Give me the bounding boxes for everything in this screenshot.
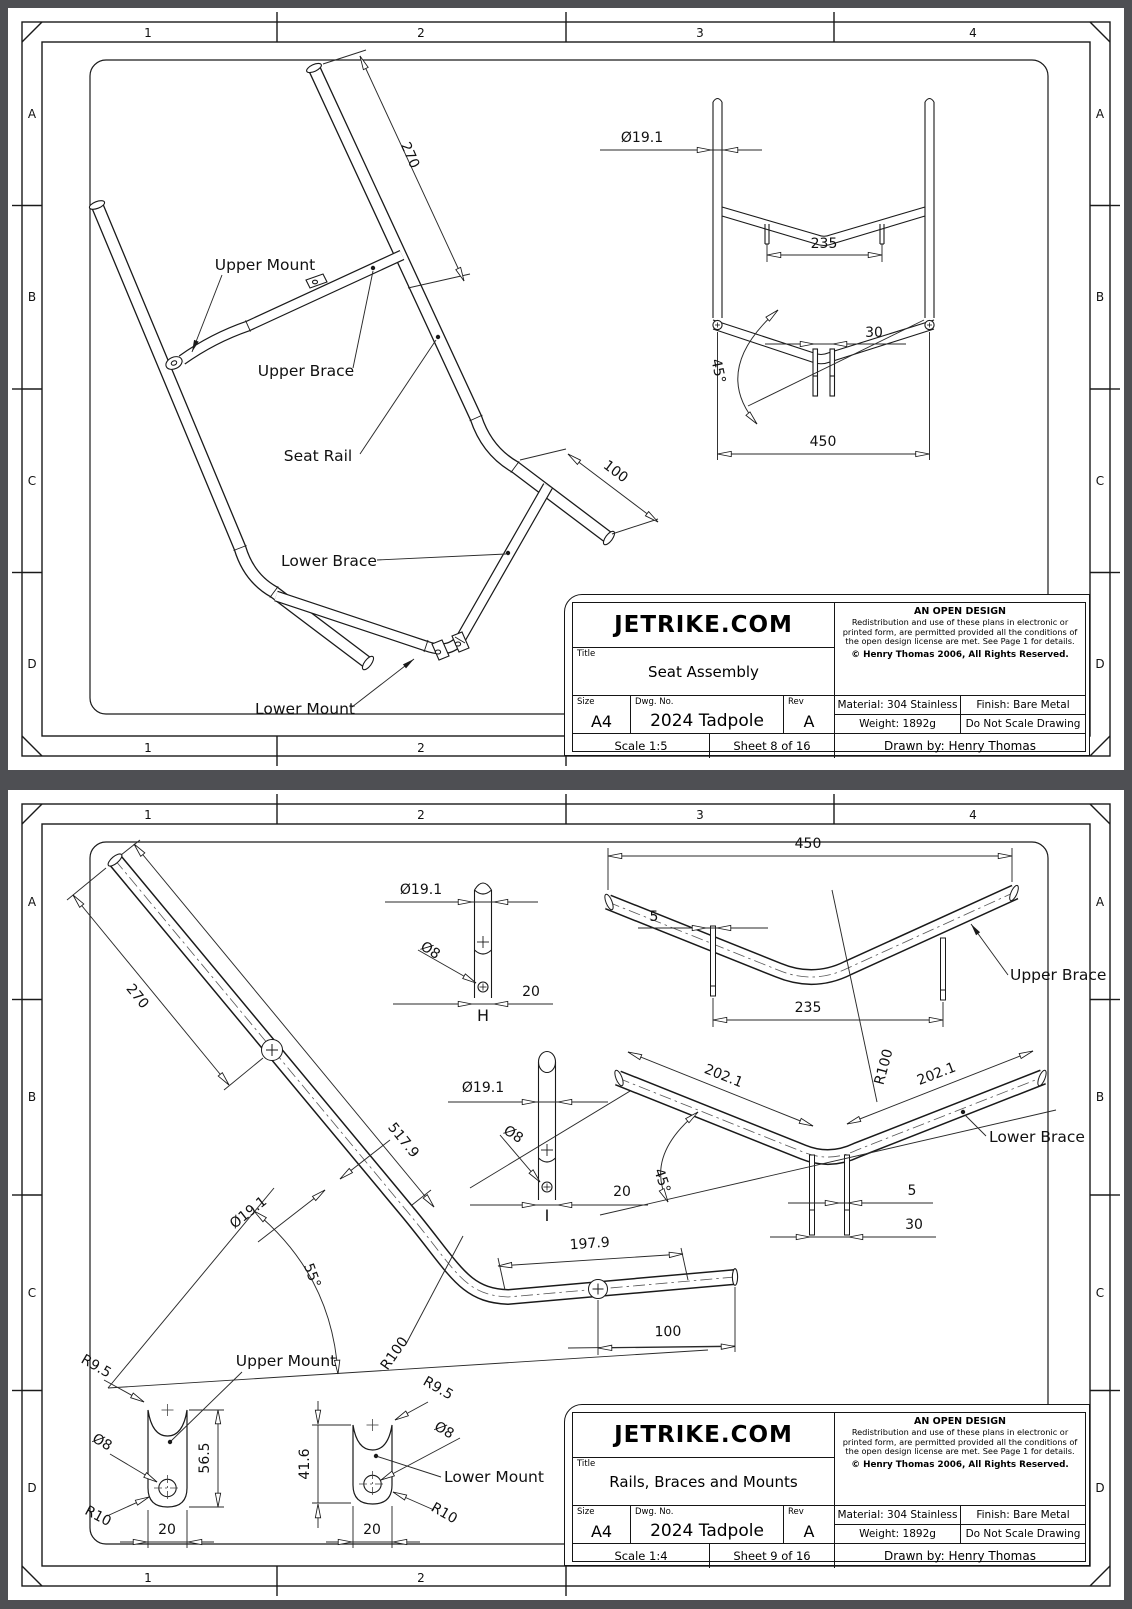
zone-col-3: 3 (696, 808, 704, 822)
label-upper-mount: Upper Mount (214, 256, 316, 274)
open-design-notice (835, 1413, 1085, 1505)
dim-100: 100 (599, 457, 631, 487)
dim-30: 30 (905, 1217, 923, 1233)
open-design-notice (835, 603, 1085, 695)
open-design-text: Redistribution and use of these plans in electronic or printed form, are permitted provided all the conditions of the open design license are met. See Page 1 for details. (842, 617, 1078, 647)
title-label: Title (577, 649, 596, 659)
zone-col-1b: 1 (144, 741, 152, 755)
dim-dia-8-i: Ø8 (500, 1122, 526, 1147)
weight-cell: Weight: 1892g (835, 1525, 961, 1543)
dim-30: 30 (865, 325, 883, 341)
open-design-header: AN OPEN DESIGN (914, 1416, 1006, 1427)
label-lower-brace: Lower Brace (281, 552, 377, 570)
zone-col-1b: 1 (144, 1571, 152, 1585)
label-upper-mount: Upper Mount (235, 1352, 337, 1370)
drawing-title-cell (573, 1458, 834, 1505)
upper-brace-detail-view (603, 836, 1106, 1102)
size-label: Size (577, 697, 595, 707)
detail-h-view (385, 882, 553, 1025)
dim-r100-brace: R100 (871, 1047, 897, 1087)
zone-col-2: 2 (417, 26, 425, 40)
size-cell (573, 696, 631, 733)
label-lower-brace: Lower Brace (989, 1128, 1085, 1146)
sheet-number-cell: Sheet 8 of 16 (710, 734, 835, 758)
scale-cell: Scale 1:5 (573, 734, 710, 758)
dim-20-upper-mount: 20 (158, 1522, 176, 1538)
dim-450: 450 (809, 434, 837, 450)
rev-label: Rev (788, 697, 804, 707)
dim-45deg: 45° (650, 1166, 674, 1196)
dim-dia-19-1-i: Ø19.1 (461, 1080, 505, 1096)
dim-20-lower-mount: 20 (363, 1522, 381, 1538)
dim-55deg: 55° (299, 1261, 324, 1291)
lower-mount-detail-view (297, 1374, 544, 1548)
material-finish-cells (835, 1506, 1085, 1543)
dim-dia-8-lower: Ø8 (431, 1418, 457, 1443)
dim-20-h: 20 (522, 984, 540, 1000)
zone-col-2b: 2 (417, 741, 425, 755)
dwg-no-cell (631, 696, 784, 733)
finish-cell: Finish: Bare Metal (976, 699, 1070, 711)
zone-row-d: D (27, 1481, 37, 1495)
copyright-line: © Henry Thomas 2006, All Rights Reserved. (851, 650, 1069, 661)
rev-cell (784, 1506, 835, 1543)
dim-202-1-left: 202.1 (701, 1061, 746, 1092)
dim-5-upper: 5 (649, 909, 659, 925)
dim-r9-5-lower: R9.5 (420, 1373, 456, 1404)
dim-5-lower: 5 (907, 1183, 917, 1199)
zone-col-2: 2 (417, 808, 425, 822)
label-seat-rail: Seat Rail (283, 447, 353, 465)
dwg-no-value: 2024 Tadpole (650, 711, 764, 731)
material-finish-cells (835, 696, 1085, 733)
zone-row-b: B (27, 1090, 37, 1104)
drawing-title: Rails, Braces and Mounts (609, 1472, 798, 1491)
sheet-number-cell: Sheet 9 of 16 (710, 1544, 835, 1568)
zone-row-a: A (27, 895, 37, 909)
material-cell: Material: 304 Stainless (835, 1506, 961, 1524)
size-cell (573, 1506, 631, 1543)
rev-label: Rev (788, 1507, 804, 1517)
dim-20-i: 20 (613, 1184, 631, 1200)
front-seat-assembly-view (600, 99, 934, 461)
finish-cell: Finish: Bare Metal (976, 1509, 1070, 1521)
label-lower-mount: Lower Mount (255, 700, 355, 718)
front-dimension-lines (600, 150, 930, 460)
weight-cell: Weight: 1892g (835, 715, 961, 733)
copyright-line: © Henry Thomas 2006, All Rights Reserved. (851, 1460, 1069, 1471)
noscale-cell: Do Not Scale Drawing (965, 1528, 1081, 1540)
dim-41-6: 41.6 (297, 1448, 313, 1480)
title-label: Title (577, 1459, 596, 1469)
zone-row-c2: C (1095, 474, 1105, 488)
detail-h-letter: H (476, 1006, 490, 1025)
dim-270: 270 (122, 981, 152, 1012)
label-upper-brace: Upper Brace (1010, 966, 1107, 984)
zone-row-c2: C (1095, 1286, 1105, 1300)
dim-100: 100 (654, 1323, 682, 1341)
zone-row-d2: D (1095, 657, 1105, 671)
drawing-title-cell (573, 648, 834, 695)
open-design-header: AN OPEN DESIGN (914, 606, 1006, 617)
detail-i-letter: I (544, 1206, 550, 1225)
zone-row-b: B (27, 290, 37, 304)
dim-56-5: 56.5 (197, 1442, 213, 1474)
company-name: JETRIKE.COM (573, 603, 834, 648)
label-upper-brace: Upper Brace (257, 362, 355, 380)
dim-517-9: 517.9 (384, 1119, 422, 1162)
drawn-by-cell: Drawn by: Henry Thomas (884, 739, 1036, 753)
dim-202-1-right: 202.1 (914, 1059, 959, 1089)
title-block (564, 594, 1090, 756)
dim-dia-8-upper: Ø8 (89, 1430, 115, 1455)
rev-value: A (803, 712, 815, 731)
zone-row-d: D (27, 657, 37, 671)
size-value: A4 (590, 1522, 613, 1541)
company-name: JETRIKE.COM (573, 1413, 834, 1458)
noscale-cell: Do Not Scale Drawing (965, 718, 1081, 730)
zone-col-3: 3 (696, 26, 704, 40)
dim-dia-8-h: Ø8 (417, 938, 443, 963)
dim-235: 235 (794, 1000, 822, 1016)
scale-cell: Scale 1:4 (573, 1544, 710, 1568)
zone-col-4: 4 (969, 26, 977, 40)
zone-row-b2: B (1095, 290, 1105, 304)
title-block (564, 1404, 1090, 1566)
dwg-no-value: 2024 Tadpole (650, 1521, 764, 1541)
drawn-by-cell: Drawn by: Henry Thomas (884, 1549, 1036, 1563)
open-design-text: Redistribution and use of these plans in electronic or printed form, are permitted provided all the conditions of the open design license are met. See Page 1 for details. (842, 1427, 1078, 1457)
dim-197-9: 197.9 (569, 1234, 611, 1254)
rev-value: A (803, 1522, 815, 1541)
dim-r10-upper: R10 (81, 1502, 114, 1530)
material-cell: Material: 304 Stainless (835, 696, 961, 714)
dim-450: 450 (794, 836, 822, 852)
drawing-sheet-seat-assembly (8, 8, 1124, 770)
zone-row-c: C (27, 1286, 37, 1300)
drawing-sheet-rails-braces-mounts (8, 790, 1124, 1600)
zone-row-d2: D (1095, 1481, 1105, 1495)
size-value: A4 (590, 712, 613, 731)
dim-45deg: 45° (707, 357, 729, 385)
rev-cell (784, 696, 835, 733)
dim-r9-5-upper: R9.5 (78, 1351, 114, 1382)
zone-col-4: 4 (969, 808, 977, 822)
zone-row-a2: A (1095, 107, 1105, 121)
zone-col-2b: 2 (417, 1571, 425, 1585)
dim-dia-19-1: Ø19.1 (226, 1193, 271, 1233)
size-label: Size (577, 1507, 595, 1517)
zone-row-c: C (27, 474, 37, 488)
dim-r100-rail: R100 (377, 1334, 412, 1374)
dim-dia-19-1-h: Ø19.1 (399, 882, 443, 898)
lower-brace-detail-view (600, 1051, 1085, 1237)
label-lower-mount: Lower Mount (444, 1468, 544, 1486)
dwg-no-cell (631, 1506, 784, 1543)
dim-235: 235 (810, 236, 838, 252)
zone-col-1: 1 (144, 26, 152, 40)
zone-row-a: A (27, 107, 37, 121)
drawing-title: Seat Assembly (648, 662, 759, 681)
dim-270: 270 (396, 139, 423, 171)
zone-row-b2: B (1095, 1090, 1105, 1104)
dwg-no-label: Dwg. No. (635, 697, 674, 707)
zone-col-1: 1 (144, 808, 152, 822)
dim-r10-lower: R10 (428, 1499, 460, 1528)
dwg-no-label: Dwg. No. (635, 1507, 674, 1517)
dim-dia-19-1: Ø19.1 (620, 130, 664, 146)
zone-row-a2: A (1095, 895, 1105, 909)
